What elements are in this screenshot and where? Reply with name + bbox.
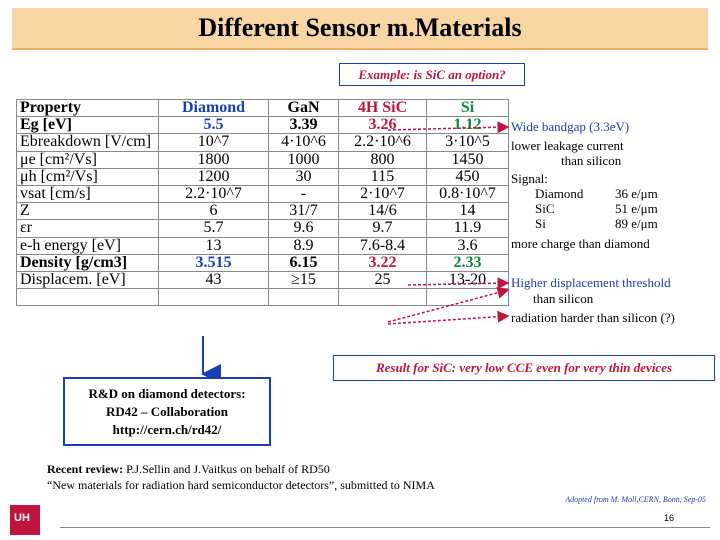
cell: 43 — [159, 271, 269, 288]
row-label: e-h energy [eV] — [17, 237, 159, 254]
arrow-bandgap — [388, 127, 508, 130]
row-label: μe [cm²/Vs] — [17, 151, 159, 168]
row-label: μh [cm²/Vs] — [17, 168, 159, 185]
rd42-box — [63, 377, 271, 446]
cell: 3.6 — [427, 237, 509, 254]
note-displacement-line1: Higher displacement threshold — [511, 275, 671, 290]
row-label: εr — [17, 220, 159, 237]
cell: 3.26 — [339, 117, 427, 134]
cell: 115 — [339, 168, 427, 185]
note-leakage-line1: lower leakage current — [511, 138, 624, 153]
cell: 9.7 — [339, 220, 427, 237]
cell: 6 — [159, 203, 269, 220]
row-label: Eg [eV] — [17, 117, 159, 134]
cell: 1200 — [159, 168, 269, 185]
arrow-displacement-2 — [388, 316, 508, 324]
note-displacement-line2: than silicon — [533, 291, 594, 306]
row-label: Displacem. [eV] — [17, 271, 159, 288]
example-question: Example: is SiC an option? — [358, 66, 506, 82]
cell: 2.2·10^6 — [339, 134, 427, 151]
result-box — [333, 355, 715, 381]
cell: 31/7 — [269, 203, 339, 220]
cell: 0.8·10^7 — [427, 185, 509, 202]
header-diamond: Diamond — [159, 100, 269, 117]
rd42-line1: R&D on diamond detectors: — [88, 386, 246, 401]
note-signal-diamond-value: 36 e/μm — [615, 186, 658, 201]
cell: 7.6-8.4 — [339, 237, 427, 254]
cell: 13-20 — [427, 271, 509, 288]
footer-rule — [60, 527, 710, 528]
result-text: Result for SiC: very low CCE even for very thin devices — [375, 360, 673, 375]
note-bandgap: Wide bandgap (3.3eV) — [511, 119, 630, 134]
cell: 800 — [339, 151, 427, 168]
cell: 2.33 — [427, 254, 509, 271]
cell: 14 — [427, 203, 509, 220]
note-signal-si-value: 89 e/μm — [615, 216, 658, 231]
page-title: Different Sensor m.Materials — [198, 13, 522, 42]
cell: 6.15 — [269, 254, 339, 271]
cell: 1000 — [269, 151, 339, 168]
note-more-charge: more charge than diamond — [511, 236, 650, 251]
cell: 1800 — [159, 151, 269, 168]
cell: 14/6 — [339, 203, 427, 220]
note-signal-sic-name: SiC — [535, 201, 555, 216]
rd42-link[interactable]: http://cern.ch/rd42/ — [112, 422, 222, 437]
recent-review — [47, 461, 435, 493]
cell: 11.9 — [427, 220, 509, 237]
cell: 3.39 — [269, 117, 339, 134]
adopted-credit: Adopted from M. Moll,CERN, Bonn, Sep-05 — [565, 495, 706, 504]
cell: 3.22 — [339, 254, 427, 271]
note-signal-sic-value: 51 e/μm — [615, 201, 658, 216]
cell: 2·10^7 — [339, 185, 427, 202]
note-signal-si-name: Si — [535, 216, 546, 231]
cell: 10^7 — [159, 134, 269, 151]
cell: 8.9 — [269, 237, 339, 254]
row-label: Ebreakdown [V/cm] — [17, 134, 159, 151]
rd42-line2: RD42 – Collaboration — [105, 404, 229, 419]
cell: 4·10^6 — [269, 134, 339, 151]
row-label: vsat [cm/s] — [17, 185, 159, 202]
row-label: Density [g/cm3] — [17, 254, 159, 271]
cell: 5.5 — [159, 117, 269, 134]
header-gan: GaN — [269, 100, 339, 117]
row-label: Z — [17, 203, 159, 220]
cell: ≥15 — [269, 271, 339, 288]
arrow-eh-energy — [408, 283, 508, 285]
note-signal-label: Signal: — [511, 171, 548, 186]
review-title: “New materials for radiation hard semiconductor detectors”, submitted to NIMA — [47, 478, 435, 492]
header-sic: 4H SiC — [339, 100, 427, 117]
cell: 2.2·10^7 — [159, 185, 269, 202]
cell: 25 — [339, 271, 427, 288]
note-leakage-line2: than silicon — [561, 153, 622, 168]
cell: 3·10^5 — [427, 134, 509, 151]
cell: 1450 — [427, 151, 509, 168]
cell: 1.12 — [427, 117, 509, 134]
cell: 13 — [159, 237, 269, 254]
cell: 3.515 — [159, 254, 269, 271]
cell: 450 — [427, 168, 509, 185]
cell: 9.6 — [269, 220, 339, 237]
cell: 30 — [269, 168, 339, 185]
review-label: Recent review: — [47, 462, 124, 476]
cell: - — [269, 185, 339, 202]
page-number: 16 — [664, 513, 675, 523]
header-property: Property — [17, 100, 159, 117]
logo-text: UH — [14, 512, 30, 524]
note-signal-diamond-name: Diamond — [535, 186, 584, 201]
header-si: Si — [427, 100, 509, 117]
review-authors: P.J.Sellin and J.Vaitkus on behalf of RD50 — [123, 462, 330, 476]
cell: 5.7 — [159, 220, 269, 237]
note-radiation: radiation harder than silicon (?) — [511, 310, 675, 325]
